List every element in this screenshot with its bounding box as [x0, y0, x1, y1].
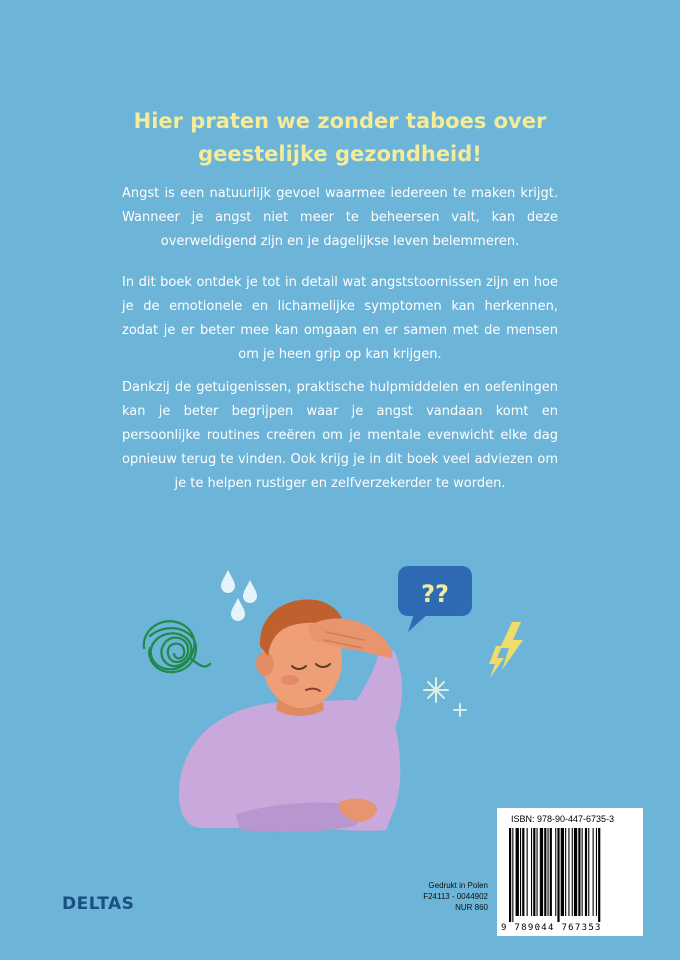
barcode-bar [537, 828, 538, 916]
barcode-bar [588, 828, 589, 916]
barcode-bar [555, 828, 556, 916]
barcode-bar [533, 828, 535, 916]
barcode-bar [522, 828, 524, 916]
barcode-bar [593, 828, 594, 916]
print-info-country: Gedrukt in Polen [428, 881, 488, 890]
water-drops-icon [221, 570, 257, 621]
barcode [497, 808, 643, 936]
barcode-bar [561, 828, 564, 916]
headline [0, 105, 680, 171]
barcode-bar [527, 828, 528, 916]
speech-bubble-icon [398, 566, 472, 632]
paragraph-3: Dankzij de getuigenissen, praktische hulpmiddelen en oefeningen kan je beter begrijpen waar je angst vandaan komt en persoonlijke routines creëren om je mentale evenwicht elke dag opnieuw terug te vinden. Ook krijg je in dit boek veel adviezen om je te helpen rustiger en zelfverzekerder te worden. [122, 380, 558, 491]
barcode-bar [596, 828, 597, 916]
paragraph-2: In dit boek ontdek je tot in detail wat angststoornissen zijn en hoe je de emotionele en lichamelijke symptomen kan herkennen, zodat je er beter mee kan omgaan en er samen met de mensen om je heen grip op kan krijgen. [122, 275, 558, 362]
tangle-scribble-icon [144, 621, 210, 672]
barcode-bar [578, 828, 580, 916]
headline-line-1: Hier praten we zonder taboes over [133, 109, 547, 133]
barcode-bar [548, 828, 549, 916]
headline-line-2: geestelijke gezondheid! [198, 142, 482, 166]
barcode-bar [509, 828, 511, 922]
barcode-bar [544, 828, 546, 916]
paragraph-1: Angst is een natuurlijk gevoel waarmee iedereen te maken krijgt. Wanneer je angst niet meer te beheersen valt, kan deze overweldigend zijn en je dagelijkse leven belemmeren. [122, 186, 558, 249]
barcode-bars [509, 828, 633, 922]
barcode-bar [516, 828, 519, 916]
barcode-bar [565, 828, 566, 916]
barcode-digits: 9 789044 767353 [501, 923, 602, 933]
person-figure [179, 599, 402, 832]
barcode-bar [531, 828, 532, 916]
barcode-bar [550, 828, 552, 916]
barcode-bar [557, 828, 559, 922]
barcode-bar [540, 828, 543, 916]
print-info-code: F24113 - 0044902 [423, 892, 488, 901]
barcode-bar [568, 828, 569, 916]
barcode-bar [572, 828, 573, 916]
barcode-bar [598, 828, 600, 922]
speech-bubble-text: ?? [421, 580, 449, 608]
barcode-bar [520, 828, 521, 916]
publisher-logo: DELTAS [62, 894, 135, 914]
barcode-bar [574, 828, 577, 916]
barcode-bar [582, 828, 583, 916]
isbn-label: ISBN: 978-90-447-6735-3 [511, 814, 615, 824]
lightning-icon [489, 622, 523, 678]
anxious-person-illustration [140, 560, 550, 860]
print-info-nur: NUR 860 [455, 903, 488, 912]
barcode-bar [512, 828, 513, 922]
print-info [384, 880, 488, 913]
barcode-bar [585, 828, 587, 916]
sparkle-icon [424, 678, 466, 716]
